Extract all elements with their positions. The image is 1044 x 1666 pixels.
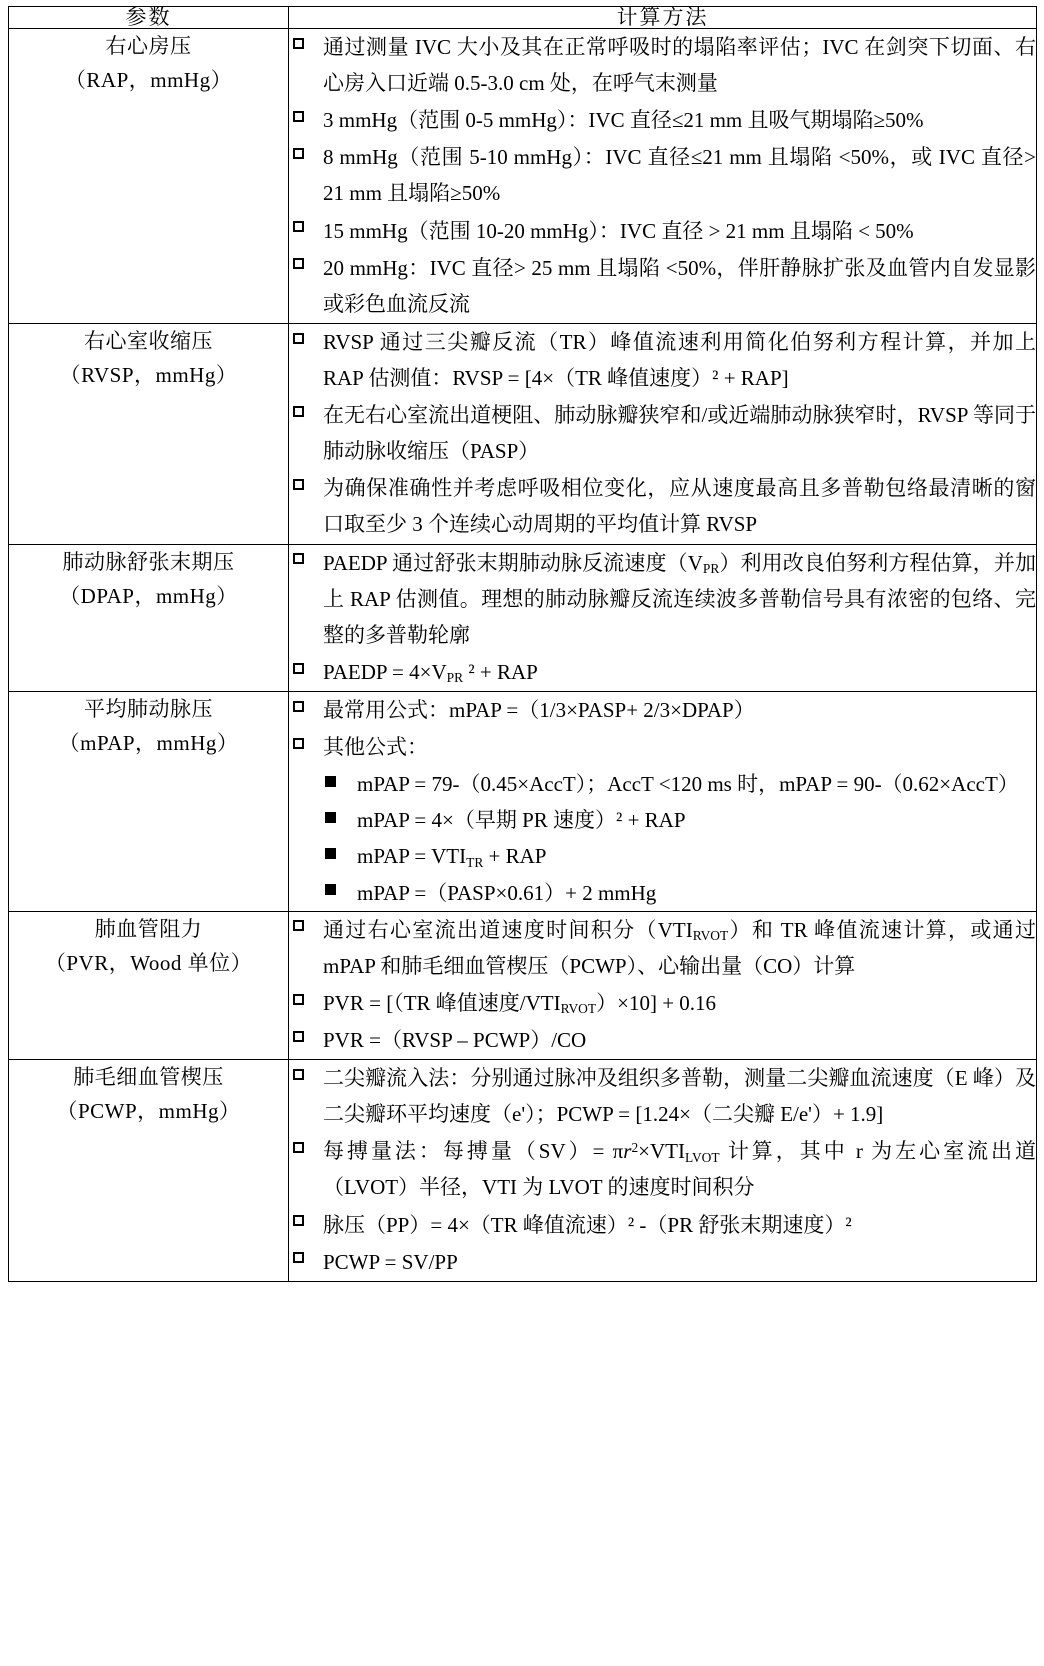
sublist-item — [321, 766, 1036, 802]
hollow-square-bullet-icon — [293, 920, 304, 931]
method-cell — [289, 29, 1037, 324]
list-item — [289, 213, 1036, 249]
parameter-abbreviation: （PCWP，mmHg） — [56, 1099, 241, 1124]
method-list — [289, 545, 1036, 690]
list-item-text: 3 mmHg（范围 0-5 mmHg）：IVC 直径≤21 mm 且吸气期塌陷≥50% — [323, 108, 924, 133]
parameter-cell — [9, 29, 289, 324]
method-cell — [289, 1060, 1037, 1282]
hollow-square-bullet-icon — [293, 1031, 304, 1042]
sublist-item-text: mPAP = 4×（早期 PR 速度）² + RAP — [357, 808, 686, 833]
hollow-square-bullet-icon — [293, 1215, 304, 1226]
table-row — [9, 323, 1037, 544]
table-header-row — [9, 7, 1037, 29]
parameter-name: 平均肺动脉压 — [84, 696, 213, 721]
parameter-abbreviation: （DPAP，mmHg） — [59, 583, 238, 608]
parameter-cell — [9, 911, 289, 1059]
list-item-text: 其他公式： — [323, 735, 428, 760]
list-item-text: PCWP = SV/PP — [323, 1249, 458, 1274]
list-item — [289, 250, 1036, 322]
list-item — [289, 102, 1036, 138]
list-item-text: PAEDP = $4\times V_{PR}$ ² + RAP — [323, 659, 538, 686]
hollow-square-bullet-icon — [293, 221, 304, 232]
list-item — [289, 729, 1036, 765]
table-row — [9, 911, 1037, 1059]
method-list — [289, 1060, 1036, 1280]
hollow-square-bullet-icon — [293, 738, 304, 749]
list-item-text: 通过右心室流出道速度时间积分$(VTI_{RVOT})$和 TR 峰值流速计算，或通过 mPAP 和肺毛细血管楔压（PCWP）、心输出量（CO）计算 — [323, 917, 1036, 978]
parameter-cell — [9, 323, 289, 544]
list-item-text: 15 mmHg（范围 10-20 mmHg）：IVC 直径 > 21 mm 且塌陷 < 50% — [323, 218, 914, 243]
method-cell — [289, 323, 1037, 544]
table-row — [9, 29, 1037, 324]
sublist-item — [321, 875, 1036, 911]
hollow-square-bullet-icon — [293, 333, 304, 344]
filled-square-bullet-icon — [325, 848, 336, 859]
parameter-abbreviation: （mPAP，mmHg） — [58, 730, 239, 755]
hollow-square-bullet-icon — [293, 406, 304, 417]
list-item — [289, 324, 1036, 396]
list-item-text: PVR =（RVSP – PCWP）/CO — [323, 1027, 587, 1052]
parameter-name: 肺毛细血管楔压 — [73, 1065, 224, 1090]
method-cell — [289, 691, 1037, 911]
parameter-name: 肺血管阻力 — [94, 916, 203, 941]
sublist-item — [321, 838, 1036, 874]
list-item-text: RVSP 通过三尖瓣反流（TR）峰值流速利用简化伯努利方程计算，并加上 RAP 估测值：RVSP = [4×（TR 峰值速度）² + RAP] — [323, 329, 1036, 390]
hollow-square-bullet-icon — [293, 701, 304, 712]
list-item — [289, 29, 1036, 101]
method-cell — [289, 911, 1037, 1059]
parameter-name: 右心室收缩压 — [84, 328, 213, 353]
parameter-cell — [9, 1060, 289, 1282]
hemodynamic-calculation-table — [8, 6, 1037, 1282]
hollow-square-bullet-icon — [293, 663, 304, 674]
hollow-square-bullet-icon — [293, 258, 304, 269]
parameter-cell — [9, 544, 289, 691]
method-list — [289, 912, 1036, 1058]
list-item-text: 8 mmHg（范围 5-10 mmHg）：IVC 直径≤21 mm 且塌陷 <50%，或 IVC 直径> 21 mm 且塌陷≥50% — [323, 145, 1036, 206]
parameter-cell — [9, 691, 289, 911]
method-list — [289, 324, 1036, 543]
hollow-square-bullet-icon — [293, 1142, 304, 1153]
method-cell — [289, 544, 1037, 691]
table-row — [9, 691, 1037, 911]
list-item — [289, 692, 1036, 728]
column-header-parameter: 参数 — [9, 7, 289, 29]
filled-square-bullet-icon — [325, 812, 336, 823]
hollow-square-bullet-icon — [293, 553, 304, 564]
sublist-item-text: mPAP =（PASP×0.61）+ 2 mmHg — [357, 880, 657, 905]
hollow-square-bullet-icon — [293, 38, 304, 49]
list-item-text: 20 mmHg：IVC 直径> 25 mm 且塌陷 <50%，伴肝静脉扩张及血管内自发显影或彩色血流反流 — [323, 255, 1036, 316]
list-item-text: PAEDP 通过舒张末期肺动脉反流速度$(V_{PR})$利用改良伯努利方程估算，并加上 RAP 估测值。理想的肺动脉瓣反流连续波多普勒信号具有浓密的包络、完整的多普勒轮廓 — [323, 550, 1036, 647]
list-item — [289, 1133, 1036, 1205]
list-item-text: 脉压（PP）= 4×（TR 峰值流速）² -（PR 舒张末期速度）² — [323, 1212, 852, 1237]
list-item — [289, 1022, 1036, 1058]
list-item-text: 为确保准确性并考虑呼吸相位变化，应从速度最高且多普勒包络最清晰的窗口取至少 3 个连续心动周期的平均值计算 RVSP — [323, 476, 1036, 537]
hollow-square-bullet-icon — [293, 1252, 304, 1263]
list-item — [289, 545, 1036, 653]
list-item-text: 最常用公式：mPAP =（1/3×PASP+ 2/3×DPAP） — [323, 697, 755, 722]
list-item — [289, 1207, 1036, 1243]
hollow-square-bullet-icon — [293, 111, 304, 122]
list-item — [289, 654, 1036, 690]
hollow-square-bullet-icon — [293, 994, 304, 1005]
list-item — [289, 139, 1036, 211]
method-sublist — [289, 766, 1036, 910]
parameter-name: 肺动脉舒张末期压 — [62, 549, 235, 574]
method-list — [289, 692, 1036, 765]
list-item — [289, 912, 1036, 984]
method-list — [289, 29, 1036, 322]
parameter-abbreviation: （RAP，mmHg） — [64, 68, 233, 93]
sublist-item — [321, 802, 1036, 838]
table-row — [9, 1060, 1037, 1282]
hollow-square-bullet-icon — [293, 479, 304, 490]
parameter-abbreviation: （PVR，Wood 单位） — [44, 950, 253, 975]
list-item-text: 二尖瓣流入法：分别通过脉冲及组织多普勒，测量二尖瓣血流速度（E 峰）及二尖瓣环平均速度（e'）；PCWP = [1.24×（二尖瓣 E/e'）+ 1.9] — [323, 1066, 1036, 1127]
list-item — [289, 1244, 1036, 1280]
list-item-text: PVR = [（TR 峰值速度$/VTI_{RVOT})\times 10] + 0.16$ — [323, 990, 717, 1017]
column-header-method: 计算方法 — [289, 7, 1037, 29]
sublist-item-text: mPAP = $VTI_{TR}$ + RAP — [357, 844, 547, 870]
list-item — [289, 470, 1036, 542]
list-item — [289, 1060, 1036, 1132]
list-item — [289, 397, 1036, 469]
list-item-text: 在无右心室流出道梗阻、肺动脉瓣狭窄和/或近端肺动脉狭窄时，RVSP 等同于肺动脉收缩压（PASP） — [323, 403, 1036, 464]
sublist-item-text: mPAP = 79-（0.45×AccT）；AccT <120 ms 时，mPAP = 90-（0.62×AccT） — [357, 772, 1019, 797]
filled-square-bullet-icon — [325, 884, 336, 895]
parameter-name: 右心房压 — [105, 34, 192, 58]
hollow-square-bullet-icon — [293, 1069, 304, 1080]
list-item-text: 每搏量法：每搏量$(SV)= \pi r^2\times VTI_{LVOT}$ 计算，其中 r 为左心室流出道（LVOT）半径，VTI 为 LVOT 的速度时间积分 — [323, 1139, 1036, 1200]
hollow-square-bullet-icon — [293, 148, 304, 159]
parameter-abbreviation: （RVSP，mmHg） — [59, 362, 238, 387]
filled-square-bullet-icon — [325, 776, 336, 787]
table-row — [9, 544, 1037, 691]
list-item — [289, 985, 1036, 1021]
list-item-text: 通过测量 IVC 大小及其在正常呼吸时的塌陷率评估；IVC 在剑突下切面、右心房入口近端 0.5-3.0 cm 处，在呼气末测量 — [323, 35, 1036, 96]
